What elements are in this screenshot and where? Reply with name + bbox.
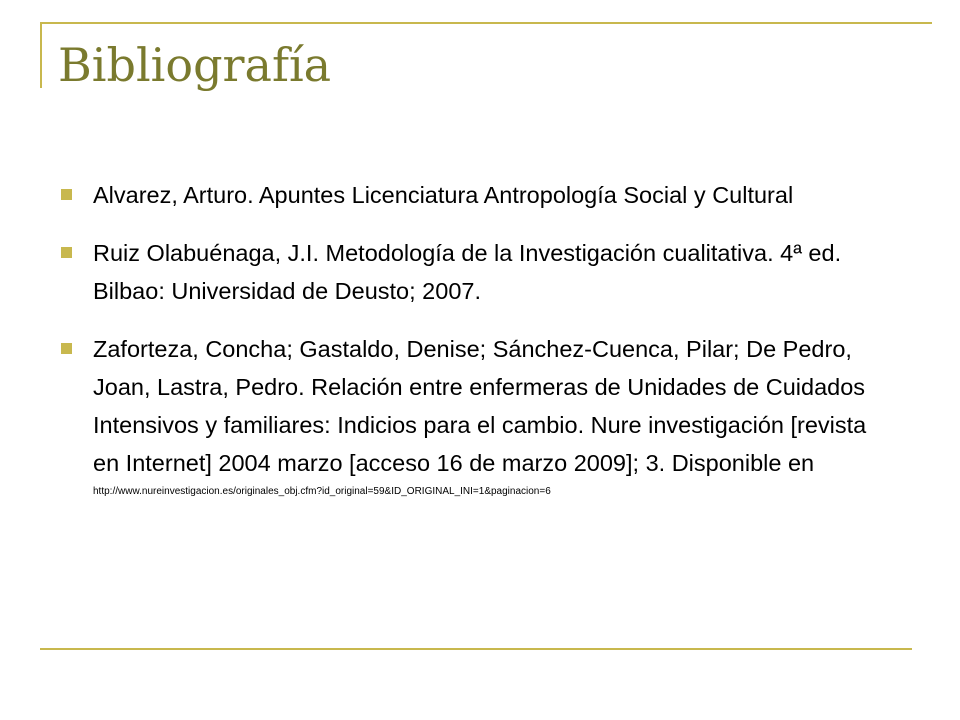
reference-url[interactable]: http://www.nureinvestigacion.es/originales_obj.cfm?id_original=59&ID_ORIGINAL_INI=1&paginacion=6 [93,486,551,497]
square-bullet-icon [61,189,72,200]
slide-title: Bibliografía [58,38,332,92]
bibliography-list [58,176,898,520]
reference-text: Alvarez, Arturo. Apuntes Licenciatura Antropología Social y Cultural [93,182,794,208]
square-bullet-icon [61,343,72,354]
reference-item [58,176,898,214]
reference-text: Ruiz Olabuénaga, J.I. Metodología de la Investigación cualitativa. 4ª ed. Bilbao: Universidad de Deusto; 2007. [93,240,842,304]
square-bullet-icon [61,247,72,258]
top-rule [40,22,932,24]
reference-text: Zaforteza, Concha; Gastaldo, Denise; Sánchez-Cuenca, Pilar; De Pedro, Joan, Lastra, Pedro. Relación entre enfermeras de Unidades de Cuidados Intensivos y familiares: Indicios para el cambio. Nure investigación [revista en Internet] 2004 marzo [acceso 16 de marzo 2009]; 3. Disponible en [93,336,867,476]
left-rule [40,22,42,88]
reference-item [58,330,898,500]
reference-item [58,234,898,310]
bottom-rule [40,648,912,650]
